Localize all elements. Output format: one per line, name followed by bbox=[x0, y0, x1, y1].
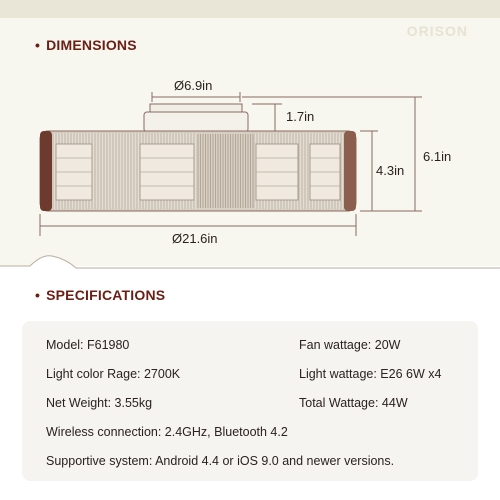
section-divider bbox=[0, 250, 500, 280]
fan-body bbox=[40, 131, 356, 211]
spec-light-wattage: Light wattage: E26 6W x4 bbox=[299, 367, 442, 381]
brand-logo: ORISON bbox=[406, 23, 468, 39]
canopy bbox=[144, 104, 248, 132]
mount-diameter-label: Ø6.9in bbox=[174, 78, 213, 93]
dimensions-heading bbox=[35, 37, 137, 53]
header-strip bbox=[0, 0, 500, 18]
fan-diameter-label: Ø21.6in bbox=[172, 231, 218, 246]
mount-diameter-arrow bbox=[152, 92, 240, 102]
specifications-heading bbox=[35, 287, 165, 303]
spec-supportive-system: Supportive system: Android 4.4 or iOS 9.0 and newer versions. bbox=[46, 454, 395, 468]
spec-fan-wattage: Fan wattage: 20W bbox=[299, 338, 401, 352]
spec-model: Model: F61980 bbox=[46, 338, 130, 352]
dimensions-title: DIMENSIONS bbox=[46, 37, 137, 53]
total-height-label: 6.1in bbox=[423, 149, 452, 164]
bullet-icon: • bbox=[35, 287, 41, 303]
canopy-height-arrow bbox=[252, 104, 282, 132]
spec-light-color: Light color Rage: 2700K bbox=[46, 367, 181, 381]
specifications-title: SPECIFICATIONS bbox=[46, 287, 166, 303]
spec-wireless: Wireless connection: 2.4GHz, Bluetooth 4.2 bbox=[46, 425, 288, 439]
bullet-icon: • bbox=[35, 37, 41, 53]
spec-net-weight: Net Weight: 3.55kg bbox=[46, 396, 153, 410]
body-height-label: 4.3in bbox=[376, 163, 405, 178]
canopy-height-label: 1.7in bbox=[286, 109, 315, 124]
spec-total-wattage: Total Wattage: 44W bbox=[299, 396, 408, 410]
